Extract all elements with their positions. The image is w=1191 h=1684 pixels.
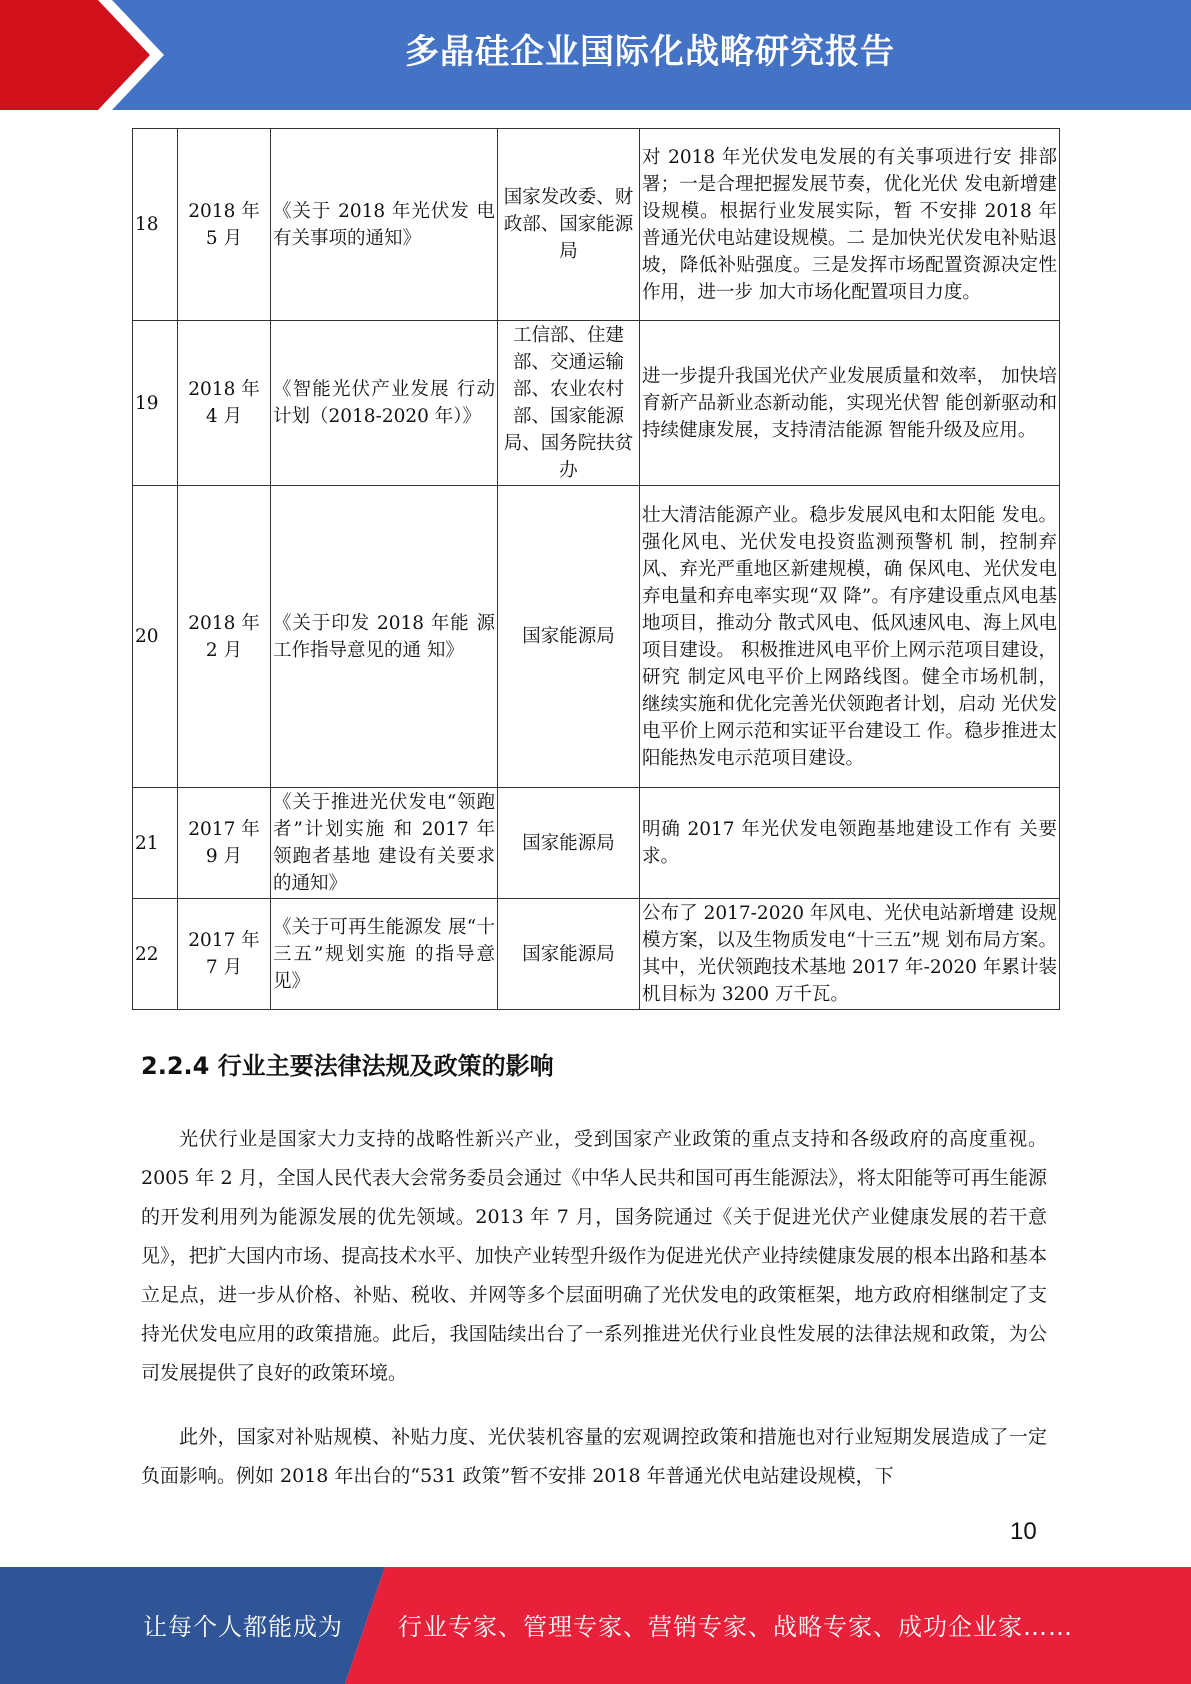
row-department: 国家能源局: [498, 486, 640, 788]
row-policy-name: 《关于印发 2018 年能 源工作指导意见的通 知》: [271, 486, 498, 788]
header-title: 多晶硅企业国际化战略研究报告: [405, 32, 895, 72]
row-date: 2018 年 5 月: [178, 129, 271, 321]
section-heading: 2.2.4 行业主要法律法规及政策的影响: [141, 1052, 554, 1080]
row-policy-name: 《关于 2018 年光伏发 电有关事项的通知》: [271, 129, 498, 321]
page-footer: [0, 1567, 1191, 1684]
row-date: 2018 年 2 月: [178, 486, 271, 788]
row-date: 2017 年 9 月: [178, 788, 271, 899]
row-number: 18: [133, 129, 178, 321]
row-number: 21: [133, 788, 178, 899]
row-content: 公布了 2017-2020 年风电、光伏电站新增建 设规模方案，以及生物质发电“十三五”规 划布局方案。其中，光伏领跑技术基地 2017 年-2020 年累计装机目标为 3200 万千瓦。: [640, 899, 1060, 1010]
page-header: [0, 0, 1191, 110]
policy-table: [132, 128, 1060, 1010]
table-row: [133, 129, 1060, 321]
row-date: 2017 年 7 月: [178, 899, 271, 1010]
row-department: 工信部、住建部、交通运输部、农业农村部、国家能源局、国务院扶贫办: [498, 321, 640, 486]
row-content: 进一步提升我国光伏产业发展质量和效率， 加快培育新产品新业态新动能，实现光伏智 能创新驱动和持续健康发展，支持清洁能源 智能升级及应用。: [640, 321, 1060, 486]
row-number: 19: [133, 321, 178, 486]
row-number: 22: [133, 899, 178, 1010]
table-row: [133, 899, 1060, 1010]
body-paragraph: 光伏行业是国家大力支持的战略性新兴产业，受到国家产业政策的重点支持和各级政府的高度重视。2005 年 2 月，全国人民代表大会常务委员会通过《中华人民共和国可再生能源法》，将太阳能等可再生能源的开发利用列为能源发展的优先领域。2013 年 7 月，国务院通过《关于促进光伏产业健康发展的若干意见》，把扩大国内市场、提高技术水平、加快产业转型升级作为促进光伏产业持续健康发展的根本出路和基本立足点，进一步从价格、补贴、税收、并网等多个层面明确了光伏发电的政策框架，地方政府相继制定了支持光伏发电应用的政策措施。此后，我国陆续出台了一系列推进光伏行业良性发展的法律法规和政策，为公司发展提供了良好的政策环境。: [141, 1128, 1047, 1384]
row-policy-name: 《智能光伏产业发展 行动计划（2018-2020 年）》: [271, 321, 498, 486]
row-department: 国家发改委、财政部、国家能源局: [498, 129, 640, 321]
row-policy-name: 《关于可再生能源发 展“十三五”规划实施 的指导意见》: [271, 899, 498, 1010]
row-policy-name: 《关于推进光伏发电“领跑者”计划实施 和 2017 年领跑者基地 建设有关要求的通知》: [271, 788, 498, 899]
row-department: 国家能源局: [498, 788, 640, 899]
row-date: 2018 年 4 月: [178, 321, 271, 486]
row-content: 对 2018 年光伏发电发展的有关事项进行安 排部署；一是合理把握发展节奏，优化光伏 发电新增建设规模。根据行业发展实际，暂 不安排 2018 年普通光伏电站建设规模。二 是加快光伏发电补贴退坡，降低补贴强度。三是发挥市场配置资源决定性作用，进一步 加大市场化配置项目力度。: [640, 129, 1060, 321]
footer-slogan-left: 让每个人都能成为: [143, 1613, 343, 1641]
table-row: [133, 788, 1060, 899]
row-department: 国家能源局: [498, 899, 640, 1010]
row-number: 20: [133, 486, 178, 788]
footer-slogan-right: 行业专家、管理专家、营销专家、战略专家、成功企业家……: [398, 1613, 1073, 1641]
table-row: [133, 321, 1060, 486]
page-number: 10: [1010, 1518, 1037, 1545]
row-content: 壮大清洁能源产业。稳步发展风电和太阳能 发电。强化风电、光伏发电投资监测预警机 制，控制弃风、弃光严重地区新建规模，确 保风电、光伏发电弃电量和弃电率实现“双 降”。有序建设重点风电基地项目，推动分 散式风电、低风速风电、海上风电项目建设。 积极推进风电平价上网示范项目建设，研究 制定风电平价上网路线图。健全市场机制， 继续实施和优化完善光伏领跑者计划，启动 光伏发电平价上网示范和实证平台建设工 作。稳步推进太阳能热发电示范项目建设。: [640, 486, 1060, 788]
body-paragraph: 此外，国家对补贴规模、补贴力度、光伏装机容量的宏观调控政策和措施也对行业短期发展造成了一定负面影响。例如 2018 年出台的“531 政策”暂不安排 2018 年普通光伏电站建设规模，下: [141, 1426, 1047, 1487]
row-content: 明确 2017 年光伏发电领跑基地建设工作有 关要求。: [640, 788, 1060, 899]
table-row: [133, 486, 1060, 788]
